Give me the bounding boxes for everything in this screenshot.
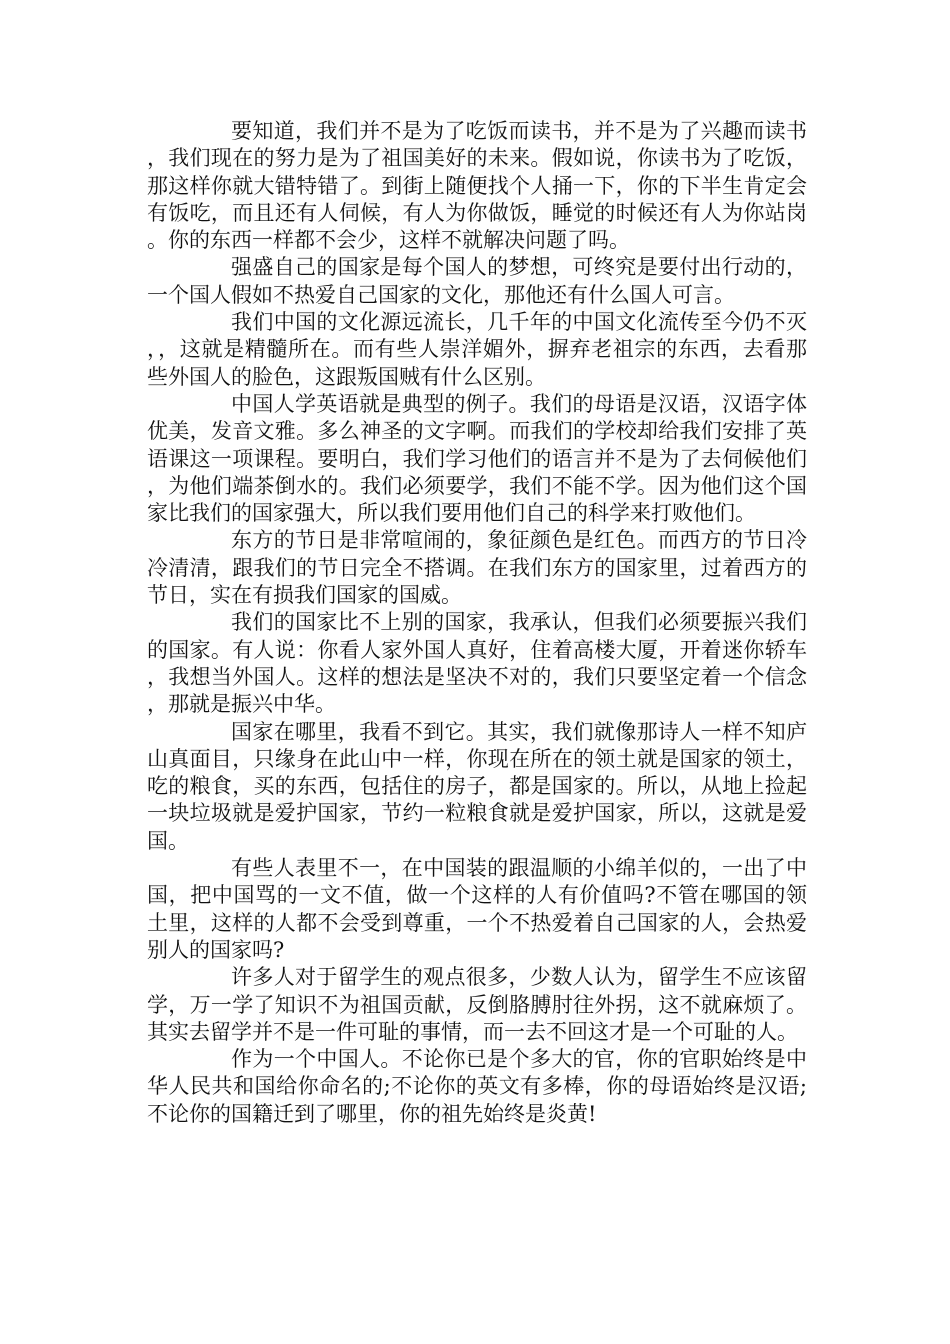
paragraph-4: 中国人学英语就是典型的例子。我们的母语是汉语，汉语字体优美，发音文雅。多么神圣的文字啊。而我们的学校却给我们安排了英语课这一项课程。要明白，我们学习他们的语言并不是为了去伺候他们，为他们端茶倒水的。我们必须要学，我们不能不学。因为他们这个国家比我们的国家强大，所以我们要用他们自己的科学来打败他们。 <box>147 391 807 526</box>
document-body <box>147 118 807 1128</box>
paragraph-2: 强盛自己的国家是每个国人的梦想，可终究是要付出行动的，一个国人假如不热爱自己国家的文化，那他还有什么国人可言。 <box>147 255 807 307</box>
paragraph-5: 东方的节日是非常喧闹的，象征颜色是红色。而西方的节日冷冷清清，跟我们的节日完全不搭调。在我们东方的国家里，过着西方的节日，实在有损我们国家的国威。 <box>147 528 807 608</box>
paragraph-8: 有些人表里不一，在中国装的跟温顺的小绵羊似的，一出了中国，把中国骂的一文不值，做一个这样的人有价值吗?不管在哪国的领土里，这样的人都不会受到尊重，一个不热爱着自己国家的人，会热爱别人的国家吗? <box>147 856 807 962</box>
paragraph-7: 国家在哪里，我看不到它。其实，我们就像那诗人一样不知庐山真面目，只缘身在此山中一样，你现在所在的领土就是国家的领土，吃的粮食，买的东西，包括住的房子，都是国家的。所以，从地上捡起一块垃圾就是爱护国家，节约一粒粮食就是爱护国家，所以，这就是爱国。 <box>147 719 807 853</box>
paragraph-3: 我们中国的文化源远流长，几千年的中国文化流传至今仍不灭，，这就是精髓所在。而有些人崇洋媚外，摒弃老祖宗的东西，去看那些外国人的脸色，这跟叛国贼有什么区别。 <box>147 310 807 389</box>
paragraph-10: 作为一个中国人。不论你已是个多大的官，你的官职始终是中华人民共和国给你命名的;不论你的英文有多棒，你的母语始终是汉语;不论你的国籍迁到了哪里，你的祖先始终是炎黄! <box>147 1047 807 1126</box>
paragraph-1: 要知道，我们并不是为了吃饭而读书，并不是为了兴趣而读书，我们现在的努力是为了祖国美好的未来。假如说，你读书为了吃饭，那这样你就大错特错了。到街上随便找个人捅一下，你的下半生肯定会有饭吃，而且还有人伺候，有人为你做饭，睡觉的时候还有人为你站岗。你的东西一样都不会少，这样不就解决问题了吗。 <box>147 119 807 253</box>
paragraph-6: 我们的国家比不上别的国家，我承认，但我们必须要振兴我们的国家。有人说：你看人家外国人真好，住着高楼大厦，开着迷你轿车，我想当外国人。这样的想法是坚决不对的，我们只要坚定着一个信念，那就是振兴中华。 <box>147 610 807 717</box>
paragraph-9: 许多人对于留学生的观点很多，少数人认为，留学生不应该留学，万一学了知识不为祖国贡献，反倒胳膊肘往外拐，这不就麻烦了。其实去留学并不是一件可耻的事情，而一去不回这才是一个可耻的人。 <box>147 965 807 1044</box>
